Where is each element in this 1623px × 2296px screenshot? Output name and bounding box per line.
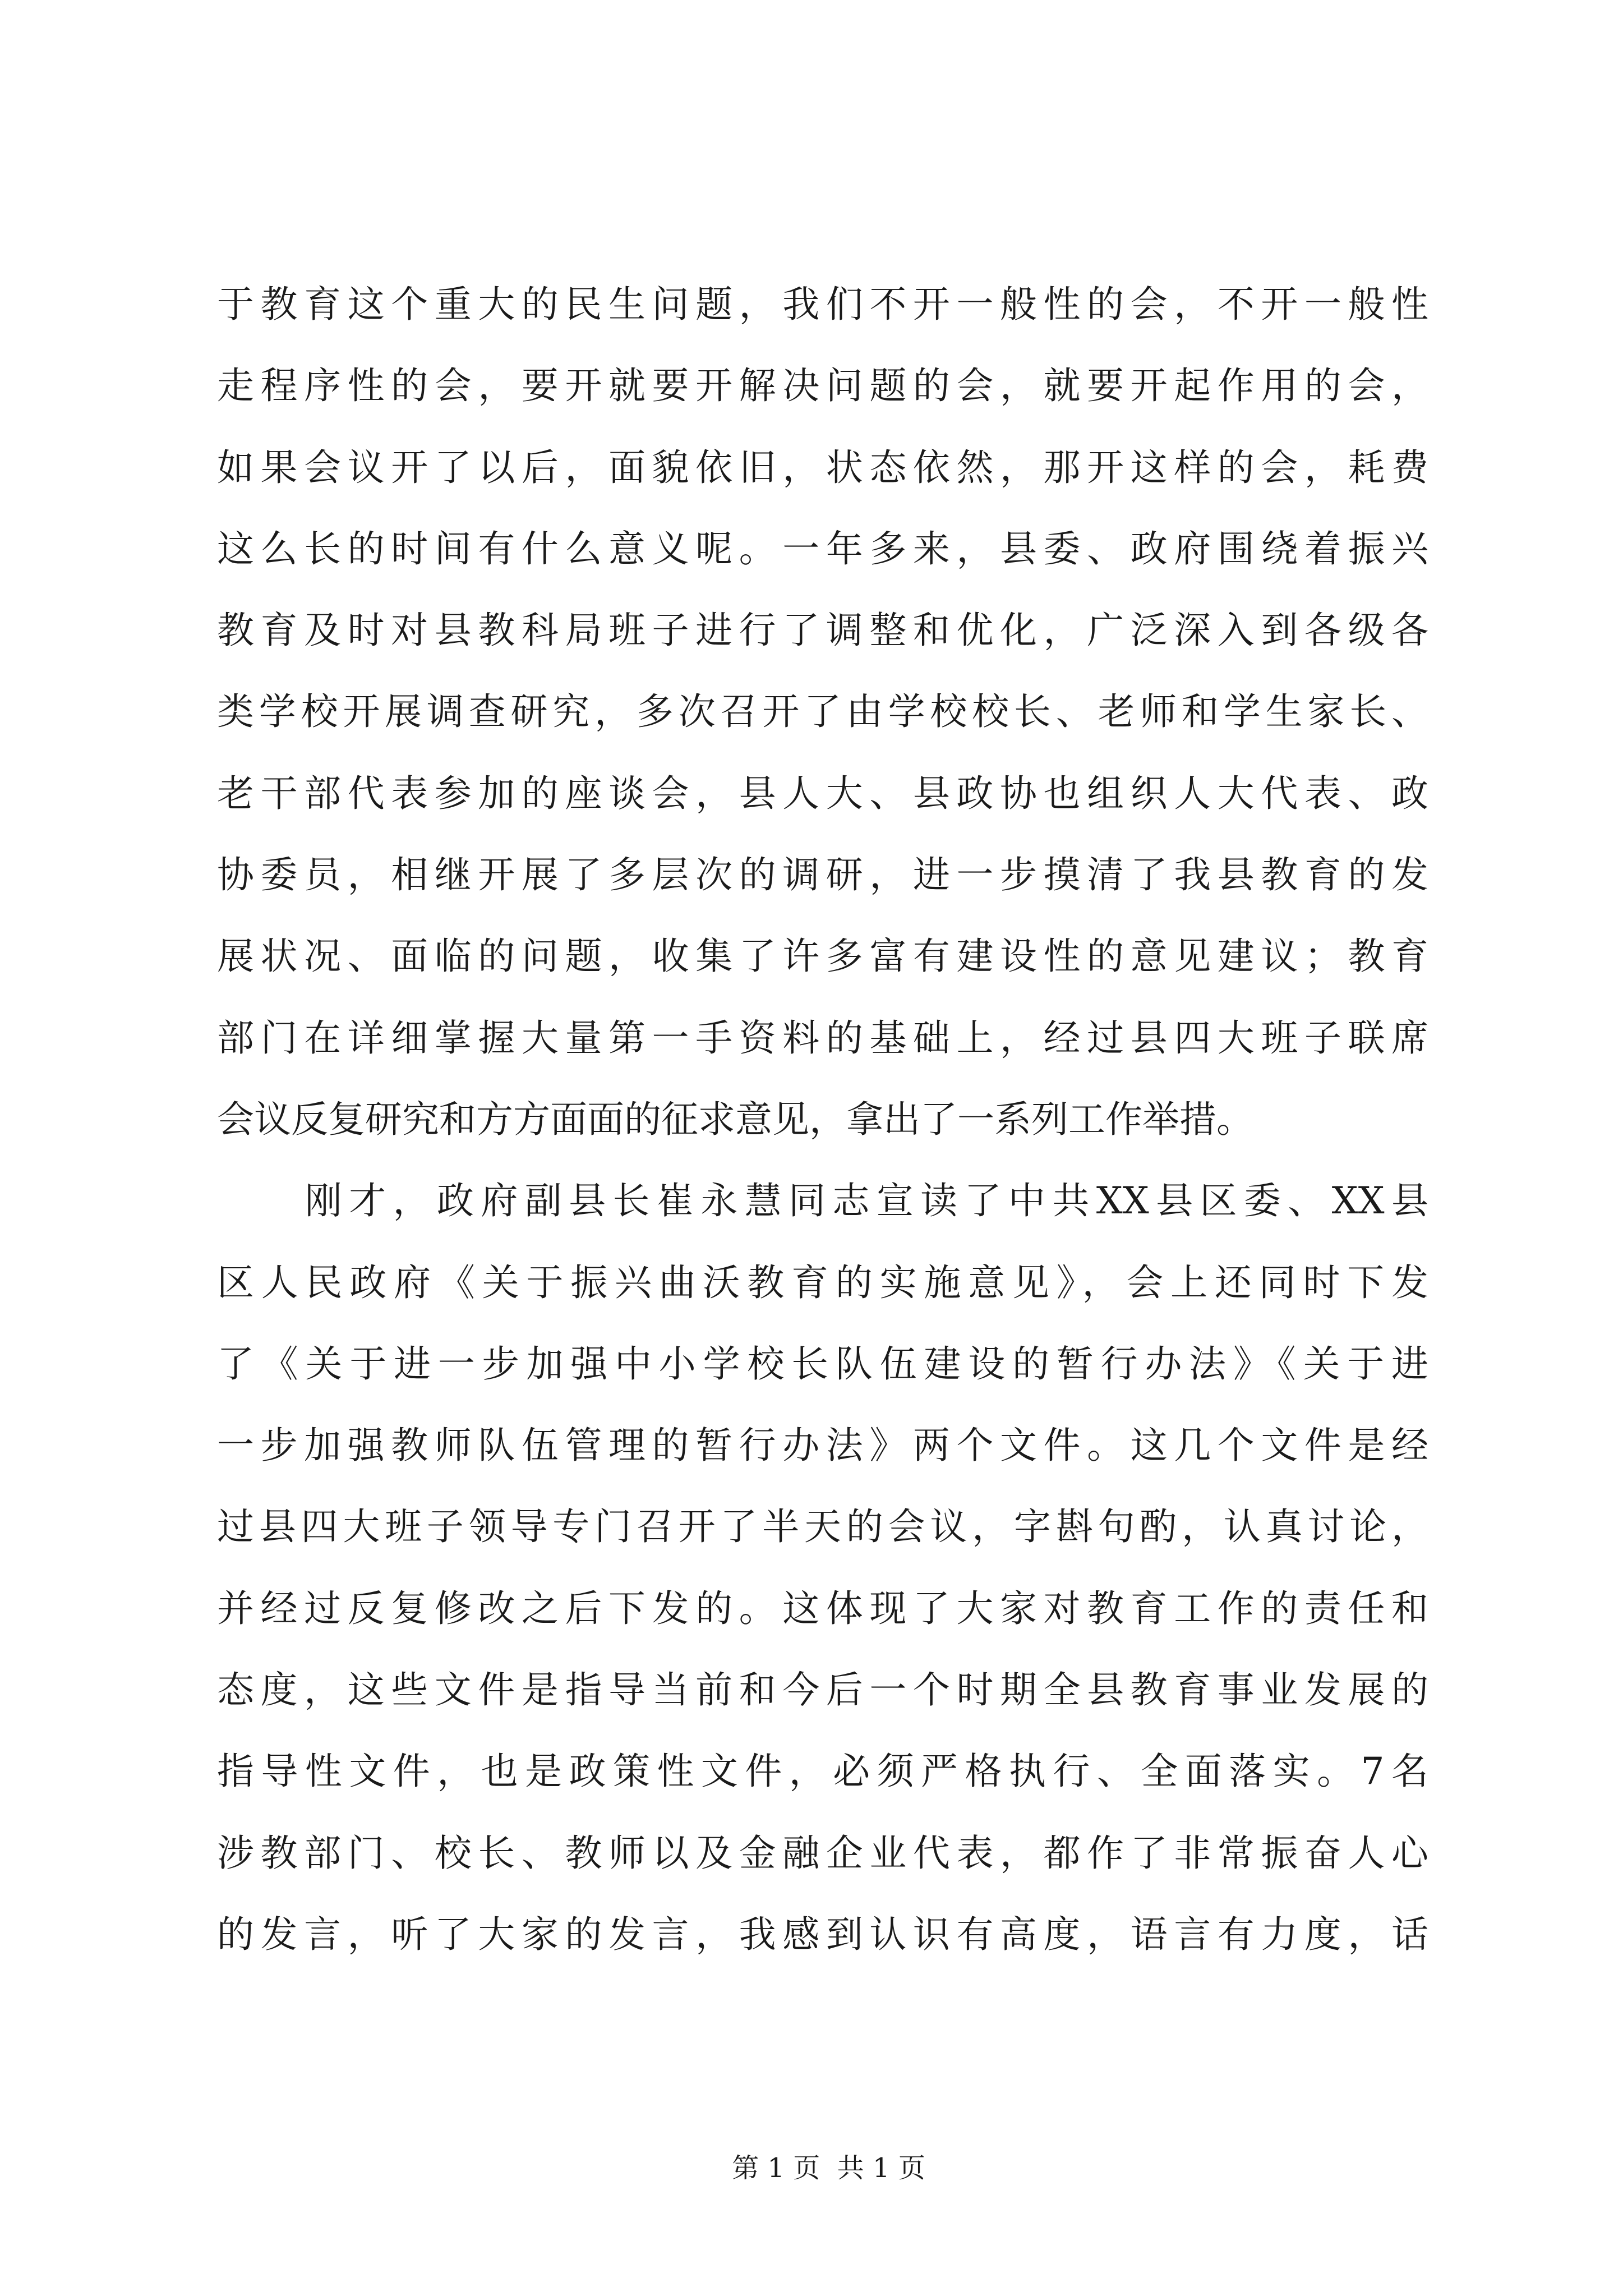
text-line: 过县四大班子领导专门召开了半天的会议，字斟句酌，认真讨论，: [217, 1505, 1428, 1549]
text-line: 了《关于进一步加强中小学校长队伍建设的暂行办法》《关于进: [217, 1342, 1428, 1386]
text-line: 展状况、面临的问题，收集了许多富有建设性的意见建议；教育: [217, 935, 1428, 978]
document-body: [217, 264, 1428, 1975]
text-line: 刚才，政府副县长崔永慧同志宣读了中共XX县区委、XX县: [217, 1179, 1428, 1223]
text-line: 走程序性的会，要开就要开解决问题的会，就要开起作用的会，: [217, 364, 1428, 408]
text-line: 部门在详细掌握大量第一手资料的基础上，经过县四大班子联席: [217, 1016, 1428, 1060]
text-line: 指导性文件，也是政策性文件，必须严格执行、全面落实。7名: [217, 1750, 1428, 1793]
paragraph-1: [217, 264, 1428, 1160]
text-line: 类学校开展调查研究，多次召开了由学校校长、老师和学生家长、: [217, 690, 1428, 734]
text-line: 教育及时对县教科局班子进行了调整和优化，广泛深入到各级各: [217, 609, 1428, 652]
text-line: 会议反复研究和方方面面的征求意见，拿出了一系列工作举措。: [217, 1097, 1253, 1141]
text-line: 老干部代表参加的座谈会，县人大、县政协也组织人大代表、政: [217, 771, 1428, 815]
text-line: 一步加强教师队伍管理的暂行办法》两个文件。这几个文件是经: [217, 1424, 1428, 1467]
text-line: 于教育这个重大的民生问题，我们不开一般性的会，不开一般性: [217, 283, 1428, 326]
text-line: 态度，这些文件是指导当前和今后一个时期全县教育事业发展的: [217, 1668, 1428, 1712]
text-line: 区人民政府《关于振兴曲沃教育的实施意见》，会上还同时下发: [217, 1260, 1428, 1304]
text-line: 涉教部门、校长、教师以及金融企业代表，都作了非常振奋人心: [217, 1831, 1428, 1875]
text-line: 如果会议开了以后，面貌依旧，状态依然，那开这样的会，耗费: [217, 445, 1428, 489]
paragraph-2: [217, 1160, 1428, 1975]
text-line: 并经过反复修改之后下发的。这体现了大家对教育工作的责任和: [217, 1586, 1428, 1630]
page-footer: [0, 2115, 1623, 2216]
text-line: 协委员，相继开展了多层次的调研，进一步摸清了我县教育的发: [217, 853, 1428, 897]
text-line: 这么长的时间有什么意义呢。一年多来，县委、政府围绕着振兴: [217, 527, 1428, 570]
page-number-label: 第 1 页 共 1 页: [732, 2152, 925, 2184]
text-line: 的发言，听了大家的发言，我感到认识有高度，语言有力度，话: [217, 1912, 1428, 1956]
